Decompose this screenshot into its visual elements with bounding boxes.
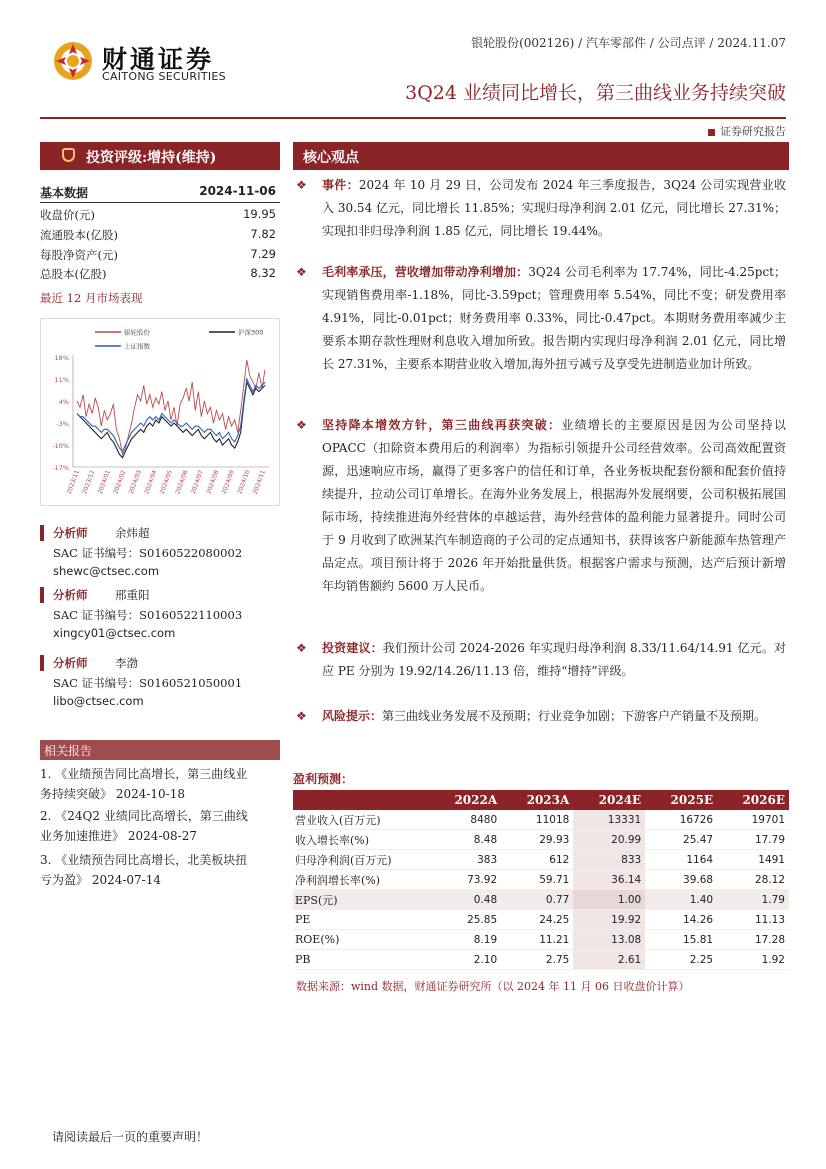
forecast-cell: 14.26 (645, 910, 717, 930)
core-paragraph (296, 705, 786, 753)
forecast-row (293, 870, 789, 890)
forecast-row (293, 950, 789, 970)
forecast-row-label: PB (293, 950, 429, 970)
paragraph-heading: 投资建议： (322, 641, 383, 655)
basic-label: 总股本(亿股) (40, 267, 107, 281)
forecast-cell: 0.48 (429, 890, 501, 910)
basic-row (40, 207, 280, 223)
report-type-label: 证券研究报告 (720, 125, 786, 138)
forecast-cell: 15.81 (645, 930, 717, 950)
basic-label: 收盘价(元) (40, 208, 95, 222)
diamond-bullet-icon: ❖ (296, 641, 307, 655)
basic-label: 每股净资产(元) (40, 248, 118, 262)
forecast-row-label: PE (293, 910, 429, 930)
forecast-cell: 39.68 (645, 870, 717, 890)
square-bullet-icon (708, 129, 715, 136)
basic-data-title: 基本数据 (40, 186, 89, 200)
forecast-header-cell: 2022A (429, 790, 501, 810)
basic-value: 7.29 (250, 247, 276, 261)
forecast-cell: 25.85 (429, 910, 501, 930)
forecast-cell: 20.99 (573, 830, 645, 850)
series-line-stock (77, 360, 265, 454)
x-tick-label: 2024/06 (174, 469, 190, 496)
forecast-row-label: 归母净利润(百万元) (293, 850, 429, 870)
related-report-line2: 业务加速推进》 2024-08-27 (40, 829, 198, 843)
forecast-cell: 8.48 (429, 830, 501, 850)
related-report-line1: 2. 《24Q2 业绩同比高增长，第三曲线 (40, 809, 248, 823)
forecast-header-cell (293, 790, 429, 810)
core-paragraph (296, 414, 786, 624)
forecast-row (293, 830, 789, 850)
paragraph-text: 第三曲线业务发展不及预期；行业竞争加剧；下游客户产销量不及预期。 (382, 709, 767, 723)
analyst-card (40, 525, 280, 583)
x-tick-label: 2024/07 (189, 469, 205, 496)
forecast-cell: 612 (501, 850, 573, 870)
forecast-row (293, 910, 789, 930)
paragraph-heading: 坚持降本增效方针，第三曲线再获突破： (322, 418, 562, 432)
forecast-cell: 11018 (501, 810, 573, 830)
forecast-cell: 1164 (645, 850, 717, 870)
forecast-cell: 8.19 (429, 930, 501, 950)
paragraph-text: 2024 年 10 月 29 日，公司发布 2024 年三季度报告，3Q24 公司实现营业收入 30.54 亿元，同比增长 11.85%；实现归母净利润 2.01 亿元，同比增长 27.31%；实现扣非归母净利润 1.85 亿元，同比增长 19.44%。 (322, 178, 786, 238)
core-paragraph (296, 261, 786, 401)
forecast-cell: 2.61 (573, 950, 645, 970)
forecast-cell: 73.92 (429, 870, 501, 890)
related-report-link[interactable] (40, 764, 280, 804)
basic-row (40, 247, 280, 263)
basic-value: 8.32 (250, 266, 276, 280)
x-tick-label: 2024/01 (96, 469, 112, 496)
data-source-note: 数据来源：wind 数据，财通证券研究所（以 2024 年 11 月 06 日收盘价计算） (296, 980, 690, 993)
report-meta: 银轮股份(002126) / 汽车零部件 / 公司点评 / 2024.11.07 (471, 36, 786, 50)
analyst-tag: 分析师 (53, 588, 88, 602)
forecast-row-label: 净利润增长率(%) (293, 870, 429, 890)
forecast-cell: 28.12 (717, 870, 789, 890)
analyst-name: 李渤 (115, 656, 138, 670)
related-report-line1: 3. 《业绩预告同比高增长，北美板块扭 (40, 853, 248, 867)
forecast-table (293, 790, 789, 970)
series-line-sse (77, 379, 265, 451)
forecast-cell: 36.14 (573, 870, 645, 890)
market-chart-svg (41, 319, 279, 505)
forecast-header-row (293, 790, 789, 810)
y-tick-label: -17% (52, 464, 69, 472)
basic-row (40, 266, 280, 282)
header-divider (40, 117, 786, 119)
forecast-row (293, 810, 789, 830)
forecast-cell: 2.10 (429, 950, 501, 970)
forecast-cell: 25.47 (645, 830, 717, 850)
forecast-cell: 1.92 (717, 950, 789, 970)
disclaimer-footer: 请阅读最后一页的重要声明！ (52, 1130, 209, 1144)
forecast-cell: 19.92 (573, 910, 645, 930)
forecast-cell: 24.25 (501, 910, 573, 930)
x-tick-label: 2024/02 (112, 469, 128, 496)
basic-data-date: 2024-11-06 (199, 184, 276, 198)
logo-text-en: CAITONG SECURITIES (102, 70, 226, 83)
related-reports-header (40, 740, 280, 760)
forecast-cell: 29.93 (501, 830, 573, 850)
analyst-tag: 分析师 (53, 656, 88, 670)
forecast-cell: 17.79 (717, 830, 789, 850)
report-title: 3Q24 业绩同比增长，第三曲线业务持续突破 (405, 82, 786, 104)
paragraph-text: 业绩增长的主要原因是因为公司坚持以 OPACC（扣除资本费用后的利润率）为指标引领提升公司经营效率。公司高效配置资源，迅速响应市场，赢得了更多客户的信任和订单，各业务板块配套份额和配套价值持续提升，拉动公司订单增长。在海外业务发展上，根据海外发展纲要，公司积极拓展国际市场，持续推进海外经营体的卓越运营，海外经营体的盈利能力显著提升。同时公司于 9 月收到了欧洲某汽车制造商的子公司的定点通知书，获得该客户新能源车热管理产品定点。项目预计将于 2026 年开始批量供货。根据客户需求与预测，达产后预计新增年均销售额约 5600 万人民币。 (322, 418, 786, 593)
rating-banner (40, 142, 280, 170)
core-views-banner (293, 142, 789, 170)
forecast-cell: 11.13 (717, 910, 789, 930)
logo-text-cn: 财通证券 (102, 45, 215, 74)
related-report-line1: 1. 《业绩预告同比高增长，第三曲线业 (40, 767, 248, 781)
forecast-cell: 13331 (573, 810, 645, 830)
forecast-header-cell: 2026E (717, 790, 789, 810)
analyst-sac: SAC 证书编号：S0160522110003 (53, 608, 243, 622)
basic-value: 7.82 (250, 227, 276, 241)
forecast-row (293, 850, 789, 870)
forecast-cell: 1.40 (645, 890, 717, 910)
analyst-accent-bar (40, 525, 44, 541)
paragraph-heading: 毛利率承压，营收增加带动净利增加： (322, 265, 529, 279)
forecast-cell: 8480 (429, 810, 501, 830)
diamond-bullet-icon: ❖ (296, 709, 307, 723)
related-report-line2: 务持续突破》 2024-10-18 (40, 787, 186, 801)
analyst-sac: SAC 证书编号：S0160522080002 (53, 546, 243, 560)
forecast-cell: 0.77 (501, 890, 573, 910)
basic-data-divider (40, 202, 280, 203)
forecast-header-cell: 2023A (501, 790, 573, 810)
forecast-cell: 1.00 (573, 890, 645, 910)
analyst-email[interactable]: shewc@ctsec.com (53, 564, 160, 578)
x-tick-label: 2024/03 (127, 469, 143, 496)
market-chart (40, 318, 280, 506)
paragraph-heading: 事件： (322, 178, 359, 192)
legend-label: 上证指数 (124, 342, 150, 351)
core-paragraph (296, 174, 786, 244)
y-tick-label: -3% (56, 420, 69, 428)
forecast-header-cell: 2024E (573, 790, 645, 810)
forecast-row (293, 930, 789, 950)
x-tick-label: 2024/05 (158, 469, 174, 496)
x-tick-label: 2024/11 (251, 469, 267, 496)
forecast-cell: 833 (573, 850, 645, 870)
forecast-cell: 383 (429, 850, 501, 870)
related-report-link[interactable] (40, 806, 280, 846)
forecast-cell: 13.08 (573, 930, 645, 950)
shield-icon (62, 148, 75, 162)
x-tick-label: 2024/10 (236, 469, 252, 496)
analyst-email[interactable]: libo@ctsec.com (53, 694, 144, 708)
core-views-title: 核心观点 (303, 150, 359, 166)
forecast-row (293, 890, 789, 910)
analyst-name: 余炜超 (115, 526, 150, 540)
forecast-header-cell: 2025E (645, 790, 717, 810)
diamond-bullet-icon: ❖ (296, 418, 307, 432)
analyst-email[interactable]: xingcy01@ctsec.com (53, 626, 176, 640)
related-report-line2: 亏为盈》 2024-07-14 (40, 873, 162, 887)
x-tick-label: 2024/09 (220, 469, 236, 496)
forecast-row-label: 营业收入(百万元) (293, 810, 429, 830)
basic-label: 流通股本(亿股) (40, 228, 118, 242)
forecast-row-label: ROE(%) (293, 930, 429, 950)
market-performance-label: 最近 12 月市场表现 (40, 291, 143, 305)
forecast-cell: 16726 (645, 810, 717, 830)
analyst-tag: 分析师 (53, 526, 88, 540)
forecast-row-label: EPS(元) (293, 890, 429, 910)
forecast-cell: 19701 (717, 810, 789, 830)
forecast-cell: 17.28 (717, 930, 789, 950)
basic-data-header (40, 184, 280, 201)
related-reports-title: 相关报告 (44, 744, 93, 758)
analyst-card (40, 587, 280, 645)
legend-label: 银轮股份 (124, 328, 150, 337)
y-tick-label: -10% (52, 442, 69, 450)
core-paragraph (296, 637, 786, 685)
basic-value: 19.95 (243, 207, 276, 221)
x-tick-label: 2023/12 (81, 469, 97, 496)
analyst-name: 邢重阳 (115, 588, 150, 602)
basic-row (40, 227, 280, 243)
company-logo (52, 38, 252, 84)
paragraph-heading: 风险提示： (322, 709, 383, 723)
forecast-cell: 2.25 (645, 950, 717, 970)
legend-label: 沪深300 (238, 328, 264, 337)
forecast-cell: 1491 (717, 850, 789, 870)
analyst-sac: SAC 证书编号：S0160521050001 (53, 676, 243, 690)
forecast-cell: 2.75 (501, 950, 573, 970)
x-tick-label: 2023/11 (65, 469, 81, 496)
caitong-logo-icon (52, 40, 94, 82)
x-tick-label: 2024/04 (143, 469, 159, 496)
report-type (708, 123, 786, 139)
forecast-cell: 59.71 (501, 870, 573, 890)
y-tick-label: 18% (54, 354, 69, 362)
rating-label: 投资评级:增持(维持) (86, 150, 217, 166)
forecast-cell: 11.21 (501, 930, 573, 950)
y-tick-label: 4% (58, 398, 69, 406)
related-report-link[interactable] (40, 850, 280, 890)
analyst-accent-bar (40, 587, 44, 603)
analyst-accent-bar (40, 655, 44, 671)
forecast-cell: 1.79 (717, 890, 789, 910)
x-tick-label: 2024/08 (205, 469, 221, 496)
analyst-card (40, 655, 280, 713)
paragraph-text: 我们预计公司 2024-2026 年实现归母净利润 8.33/11.64/14.91 亿元。对应 PE 分别为 19.92/14.26/11.13 倍，维持“增持”评级。 (322, 641, 786, 678)
diamond-bullet-icon: ❖ (296, 178, 307, 192)
y-tick-label: 11% (54, 376, 69, 384)
forecast-row-label: 收入增长率(%) (293, 830, 429, 850)
paragraph-text: 3Q24 公司毛利率为 17.74%，同比-4.25pct；实现销售费用率-1.18%，同比-3.59pct；管理费用率 5.54%，同比不变；研发费用率 4.91%，同比-0.01pct；财务费用率 0.33%，同比-0.47pct。本期财务费用率减少主要系本期存款性理财利息收入增加所致。报告期内实现归母净利润 2.01 亿元，同比增长 27.31%，主要系本期营业收入增加,海外扭亏减亏及享受先进制造业加计所致。 (322, 265, 786, 371)
diamond-bullet-icon: ❖ (296, 265, 307, 279)
forecast-title: 盈利预测： (293, 772, 354, 786)
